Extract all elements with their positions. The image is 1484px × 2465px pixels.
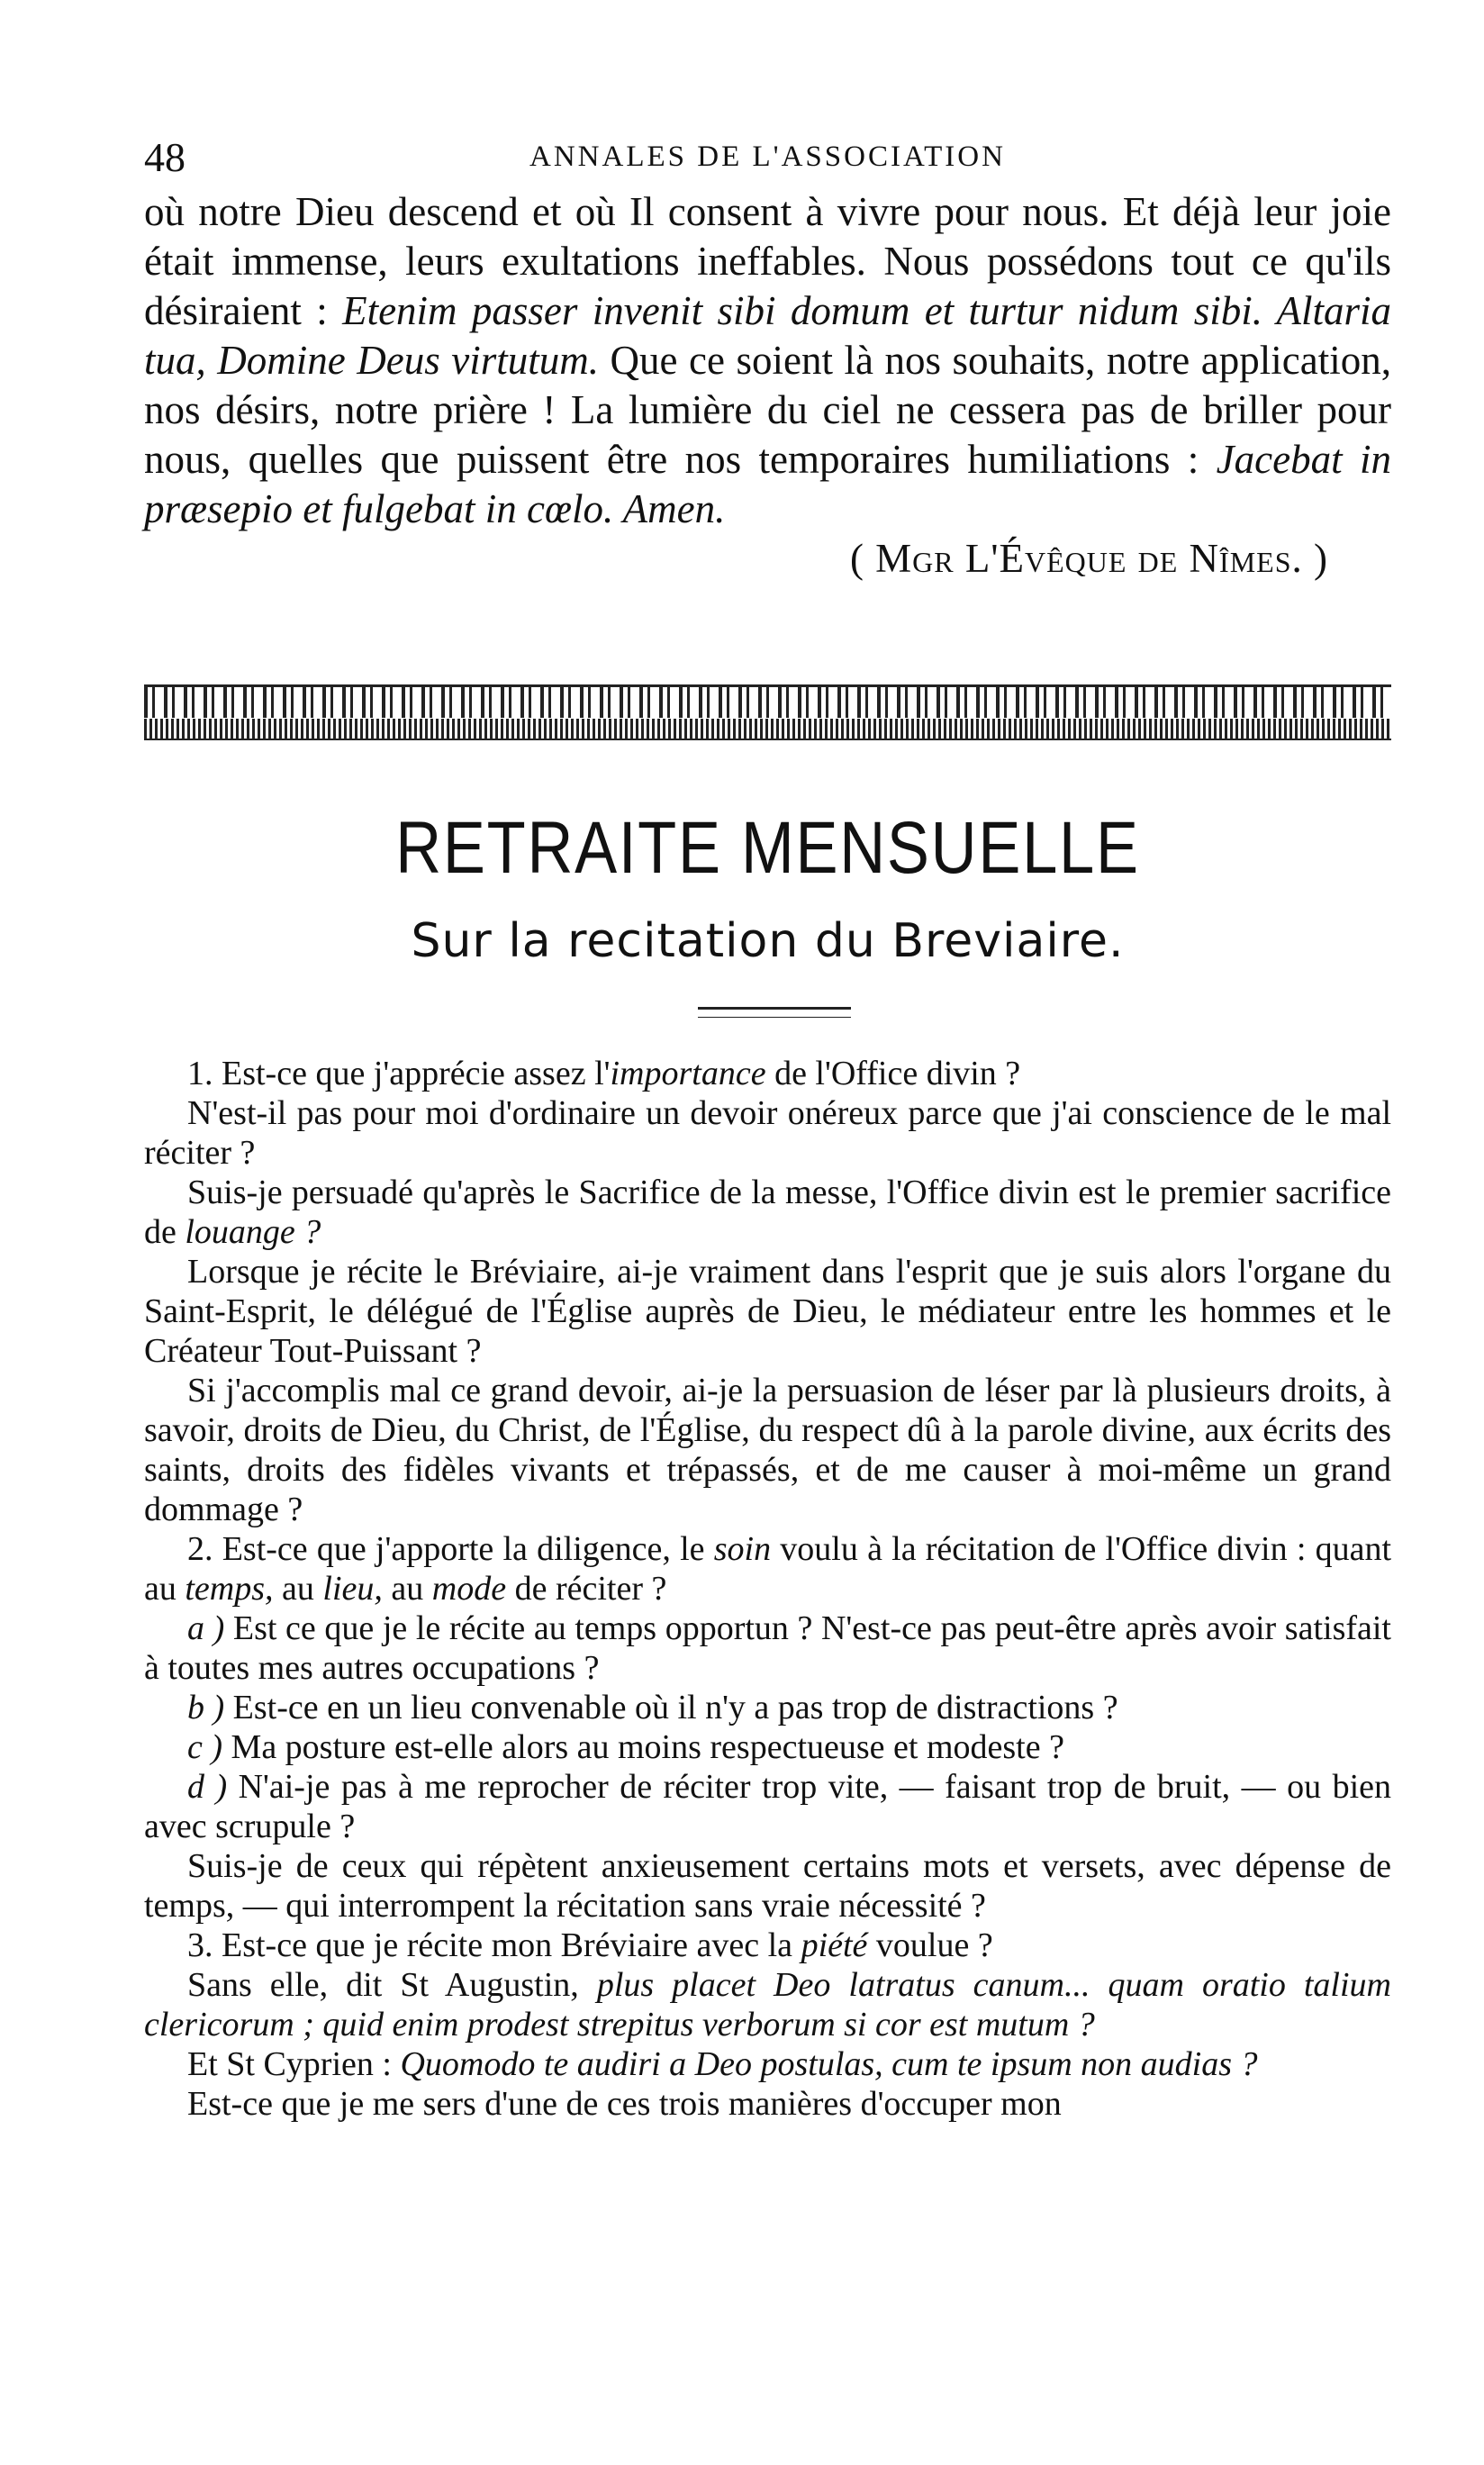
question-3: [144, 1926, 1391, 1965]
section-subtitle: Sur la recitation du Breviaire.: [411, 914, 1125, 968]
q2-emphasis-3: lieu,: [322, 1570, 383, 1608]
q3-text-b: voulue ?: [867, 1926, 993, 1964]
latin-quote: plus placet Deo latratus canum... quam oratio talium clericorum ; quid enim prodest strepitus verborum si cor est mutum ?: [144, 1966, 1391, 2044]
q3-emphasis: piété: [801, 1926, 868, 1964]
intro-text-b: Que ce soient là nos souhaits, notre application, nos désirs, notre prière ! La lumière du ciel ne cessera pas de briller pour nous, quelles que puissent être nos temporaires humiliations :: [144, 338, 1391, 482]
running-head: [144, 133, 1391, 187]
question-2: [144, 1529, 1391, 1609]
paragraph: N'est-il pas pour moi d'ordinaire un devoir onéreux parce que j'ai conscience de le mal réciter ?: [144, 1094, 1391, 1172]
q2-text-b: voulu à la récitation de l'Office divin : quant au: [144, 1530, 1392, 1608]
body-text: [144, 1054, 1391, 2124]
q3-text-a: 3. Est-ce que je récite mon Bréviaire avec la: [187, 1926, 801, 1964]
title-rule: [698, 1007, 851, 1018]
latin-quote: Quomodo te audiri a Deo postulas, cum te ipsum non audias ?: [400, 2045, 1258, 2083]
intro-latin-quote-2: Jacebat in præsepio et fulgebat in cœlo. Amen.: [144, 437, 1391, 531]
intro-paragraph: [144, 187, 1391, 534]
item-text: Est ce que je le récite au temps opportun ? N'est-ce pas peut-être après avoir satisfait à toutes mes autres occupations ?: [144, 1609, 1391, 1687]
q1-emphasis: importance: [610, 1055, 766, 1092]
item-text: Est-ce en un lieu convenable où il n'y a pas trop de distractions ?: [224, 1689, 1118, 1726]
q1-p3-emphasis: louange ?: [185, 1213, 321, 1251]
paragraph: [144, 1173, 1391, 1252]
item-text: N'ai-je pas à me reprocher de réciter trop vite, — faisant trop de bruit, — ou bien avec scrupule ?: [144, 1768, 1391, 1845]
ornamental-divider: [144, 684, 1391, 740]
q1-p3-text: Suis-je persuadé qu'après le Sacrifice de la messe, l'Office divin est le premier sacrifice de: [144, 1174, 1391, 1251]
item-marker: a ): [187, 1609, 225, 1647]
q2-emphasis-1: soin: [713, 1530, 772, 1568]
q2-text-e: de réciter ?: [506, 1570, 667, 1608]
paragraph: Lorsque je récite le Bréviaire, ai-je vraiment dans l'esprit que je suis alors l'organe du Saint-Esprit, le délégué de l'Église auprès de Dieu, le médiateur entre les hommes et le Créateur Tout-Puissant ?: [144, 1253, 1391, 1370]
q1-text-b: de l'Office divin ?: [765, 1055, 1021, 1092]
sub-item-a: [144, 1609, 1391, 1688]
sub-item-d: [144, 1767, 1391, 1846]
quote-intro: Sans elle, dit St Augustin,: [187, 1966, 597, 2004]
cyprian-quote: [144, 2044, 1391, 2084]
intro-latin-quote-1: Etenim passer invenit sibi domum et turtur nidum sibi. Altaria tua, Domine Deus virtutum.: [144, 288, 1391, 383]
page-number: 48: [144, 134, 186, 180]
q2-text-a: 2. Est-ce que j'apporte la diligence, le: [187, 1530, 714, 1568]
item-text: Ma posture est-elle alors au moins respectueuse et modeste ?: [222, 1728, 1064, 1766]
question-1: [144, 1054, 1391, 1093]
quote-intro: Et St Cyprien :: [187, 2045, 401, 2083]
sub-item-b: [144, 1688, 1391, 1727]
item-marker: b ): [187, 1689, 225, 1726]
intro-text-a: où notre Dieu descend et où Il consent à vivre pour nous. Et déjà leur joie était immense, leurs exultations ineffables. Nous possédons tout ce qu'ils désiraient :: [144, 189, 1391, 333]
paragraph: Si j'accomplis mal ce grand devoir, ai-je la persuasion de léser par là plusieurs droits, à savoir, droits de Dieu, du Christ, de l'Église, du respect dû à la parole divine, aux écrits des saints, droits des fidèles vivants et trépassés, et de me causer à moi-même un grand dommage ?: [144, 1372, 1391, 1528]
q2-emphasis-4: mode: [431, 1570, 507, 1608]
intro-text: [144, 187, 1391, 584]
item-marker: c ): [187, 1728, 223, 1766]
q1-text-a: 1. Est-ce que j'apprécie assez l': [187, 1055, 611, 1092]
paragraph: Est-ce que je me sers d'une de ces trois manières d'occuper mon: [187, 2085, 1062, 2123]
section-title: RETRAITE MENSUELLE: [395, 807, 1140, 889]
signature: ( Mgr L'Évêque de Nîmes. ): [849, 536, 1328, 581]
augustine-quote: [144, 1965, 1391, 2044]
sub-item-c: [144, 1727, 1391, 1767]
item-marker: d ): [187, 1768, 228, 1806]
q2-text-c: au: [273, 1570, 323, 1608]
paragraph: Suis-je de ceux qui répètent anxieusement certains mots et versets, avec dépense de temps, — qui interrompent la récitation sans vraie nécessité ?: [144, 1847, 1391, 1925]
q2-emphasis-2: temps,: [185, 1570, 274, 1608]
running-title: ANNALES DE L'ASSOCIATION: [529, 140, 1006, 173]
q2-text-d: au: [382, 1570, 432, 1608]
